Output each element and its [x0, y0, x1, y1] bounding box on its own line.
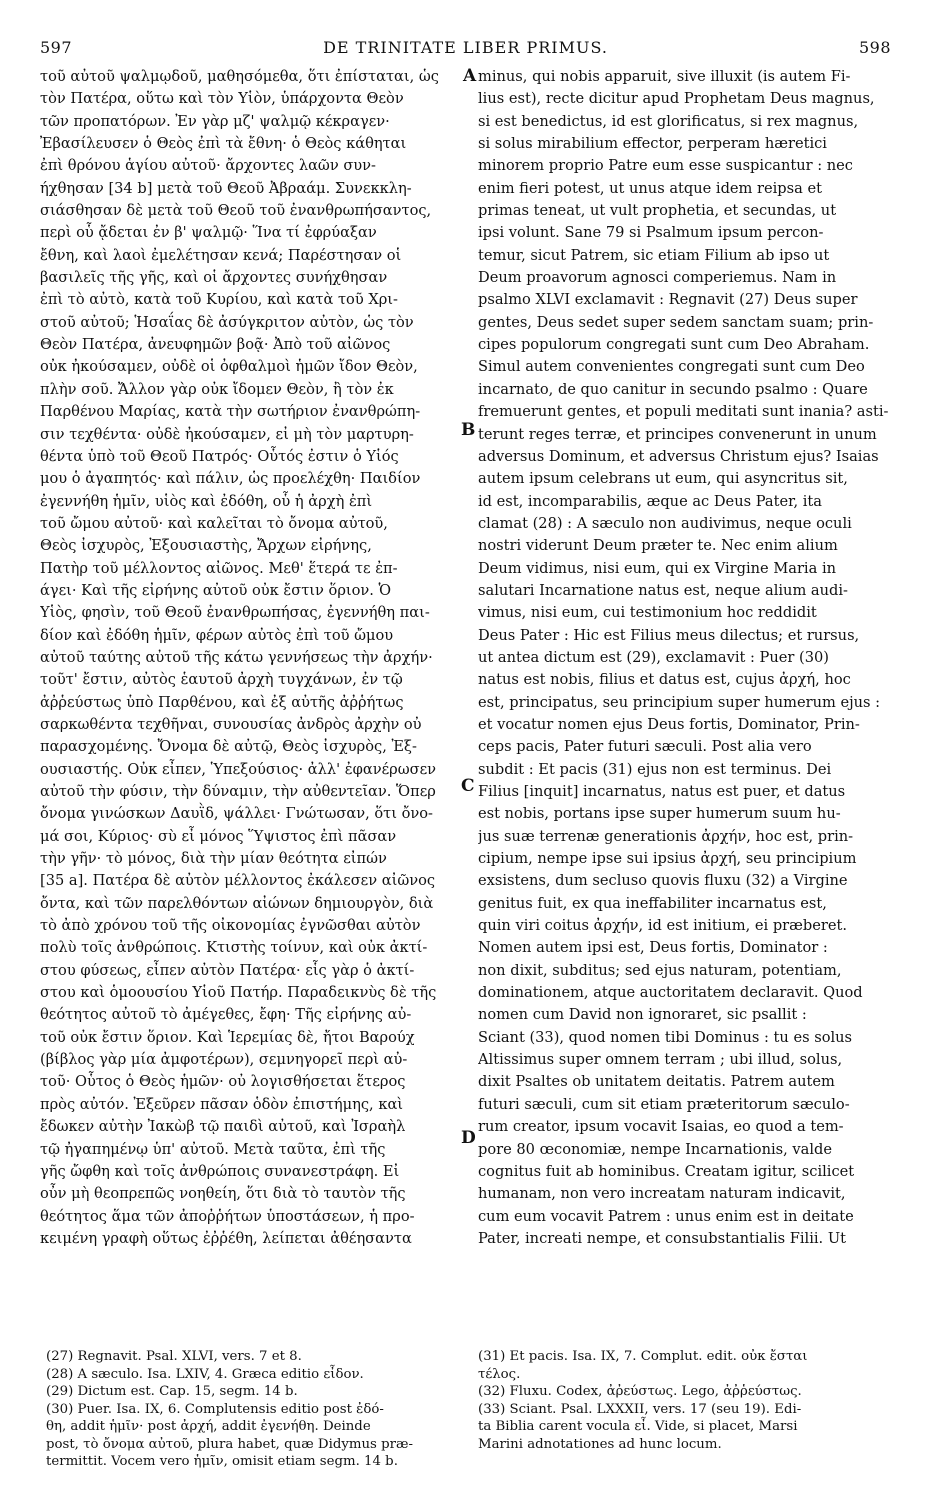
- greek-text-line: μου ὁ ἀγαπητός· καὶ πάλιν, ὡς προελέχθη· Παιδίον: [40, 470, 421, 488]
- greek-text-line: τοῦ· Οὗτος ὁ Θεὸς ἡμῶν· οὐ λογισθήσεται ἕτερος: [40, 1073, 406, 1091]
- latin-text-line: salutari Incarnatione natus est, neque alium audi-: [478, 581, 848, 599]
- greek-text-line: ἐπὶ τὸ αὐτὸ, κατὰ τοῦ Κυρίου, καὶ κατὰ τοῦ Χρι-: [40, 291, 398, 309]
- latin-text-line: fremuerunt gentes, et populi meditati sunt inania? asti-: [478, 403, 889, 421]
- footnote-line: termittit. Vocem vero ἡμῖν, omisit etiam segm. 14 b.: [46, 1454, 398, 1469]
- latin-text-line: minus, qui nobis apparuit, sive illuxit (is autem Fi-: [478, 68, 851, 85]
- greek-text-line: θεότητος αὐτοῦ τὸ ἀμέγεθες, ἔφη· Τῆς εἰρήνης αὐ-: [40, 1006, 412, 1024]
- latin-text-line: clamat (28) : A sæculo non audivimus, neque oculi: [478, 514, 852, 532]
- latin-text-line: id est, incomparabilis, æque ac Deus Pater, ita: [478, 492, 822, 510]
- latin-text-line: Filius [inquit] incarnatus, natus est puer, et datus: [478, 783, 846, 800]
- latin-text-line: incarnato, de quo canitur in secundo psalmo : Quare: [478, 380, 868, 398]
- latin-text-line: Deum proavorum agnosci comperiemus. Nam in: [478, 269, 837, 287]
- greek-text-line: ἐγεννήθη ἡμῖν, υἱὸς καὶ ἐδόθη, οὗ ἡ ἀρχὴ ἐπὶ: [40, 492, 373, 510]
- latin-text-line: nostri viderunt Deum præter te. Nec enim alium: [478, 537, 838, 555]
- greek-text-line: σιάσθησαν δὲ μετὰ τοῦ Θεοῦ τοῦ ἐνανθρωπήσαντος,: [40, 202, 432, 220]
- latin-text-line: dixit Psaltes ob unitatem deitatis. Patrem autem: [478, 1073, 835, 1091]
- greek-text-line: ἐπὶ θρόνου ἁγίου αὐτοῦ· ἄρχοντες λαῶν συν-: [40, 157, 376, 175]
- latin-text-line: dominationem, atque auctoritatem declaravit. Quod: [478, 984, 863, 1002]
- latin-text-line: terunt reges terræ, et principes convenerunt in unum: [478, 425, 877, 443]
- greek-text-column: [40, 66, 460, 1344]
- footnote-line: Marini adnotationes ad hunc locum.: [478, 1436, 722, 1452]
- footnote-line: (31) Et pacis. Isa. IX, 7. Complut. edit. οὐκ ἔσται: [478, 1349, 808, 1364]
- footnotes-left: [46, 1348, 456, 1471]
- greek-text-line: οὖν μὴ θεοπρεπῶς νοηθείη, ὅτι διὰ τὸ ταυτὸν τῆς: [40, 1185, 406, 1203]
- latin-text-line: Deus Pater : Hic est Filius meus dilectus; et rursus,: [478, 626, 860, 644]
- greek-text-line: Ἐβασίλευσεν ὁ Θεὸς ἐπὶ τὰ ἔθνη· ὁ Θεὸς κάθηται: [40, 135, 407, 153]
- greek-text-line: ὄντα, καὶ τῶν παρελθόντων αἰώνων δημιουργὸν, διὰ: [40, 894, 434, 912]
- footnote-line: θη, addit ἡμῖν· post ἀρχή, addit ἐγενήθη. Deinde: [46, 1419, 371, 1434]
- latin-text-line: ceps pacis, Pater futuri sæculi. Post alia vero: [478, 738, 812, 756]
- footnote-line: (30) Puer. Isa. IX, 6. Complutensis editio post ἐδό-: [46, 1401, 384, 1417]
- running-title: DE TRINITATE LIBER PRIMUS.: [323, 38, 608, 57]
- latin-text-line: ut antea dictum est (29), exclamavit : Puer (30): [478, 648, 829, 666]
- greek-text-line: τοῦ αὐτοῦ ψαλμῳδοῦ, μαθησόμεθα, ὅτι ἐπίσταται, ὡς: [40, 68, 439, 85]
- latin-text-line: Simul autem convenientes congregati sunt cum Deo: [478, 358, 865, 376]
- latin-text-line: genitus fuit, ex qua ineffabiliter incarnatus est,: [478, 894, 827, 912]
- greek-text-line: κειμένη γραφὴ οὕτως ἐῤῥέθη, λείπεται ἀθέησαντα: [40, 1229, 412, 1247]
- greek-text-line: περὶ οὗ ᾄδεται ἐν β' ψαλμῷ· Ἵνα τί ἐφρύαξαν: [40, 224, 377, 242]
- footnote-line: τέλος.: [478, 1366, 521, 1382]
- latin-text-line: cum eum vocavit Patrem : unus enim est in deitate: [478, 1207, 854, 1225]
- greek-text-line: ουσιαστής. Οὐκ εἶπεν, Ὑπεξούσιος· ἀλλ' ἐφανέρωσεν: [40, 760, 437, 778]
- latin-text-line: jus suæ terrenæ generationis ἀρχήν, hoc est, prin-: [478, 827, 854, 845]
- greek-text-line: οὐκ ἠκούσαμεν, οὐδὲ οἱ ὀφθαλμοὶ ἡμῶν ἴδον Θεὸν,: [40, 358, 418, 376]
- greek-text-line: τοῦ οὐκ ἔστιν ὅριον. Καὶ Ἱερεμίας δὲ, ἤτοι Βαρούχ: [40, 1028, 415, 1046]
- greek-text-line: Παρθένου Μαρίας, κατὰ τὴν σωτήριον ἐνανθρώπη-: [40, 403, 421, 421]
- greek-text-line: ἔδωκεν αὐτὴν Ἰακὼβ τῷ παιδὶ αὐτοῦ, καὶ Ἰσραὴλ: [40, 1118, 406, 1136]
- latin-text-line: Sciant (33), quod nomen tibi Dominus : tu es solus: [478, 1028, 853, 1046]
- latin-text-line: cipes populorum congregati sunt cum Deo Abraham.: [478, 336, 870, 354]
- footnote-line: (27) Regnavit. Psal. XLVI, vers. 7 et 8.: [46, 1349, 302, 1364]
- greek-text-line: τῶν προπατόρων. Ἐν γὰρ μζ' ψαλμῷ κέκραγεν·: [40, 112, 390, 130]
- greek-text-line: τὸ ἀπὸ χρόνου τοῦ τῆς οἰκονομίας ἐγνῶσθαι αὐτὸν: [40, 917, 421, 935]
- latin-text-line: pore 80 œconomiæ, nempe Incarnationis, valde: [478, 1140, 833, 1158]
- greek-text-line: τὴν γῆν· τὸ μόνος, διὰ τὴν μίαν θεότητα εἰπών: [40, 850, 387, 868]
- greek-text-line: τῷ ἠγαπημένῳ ὑπ' αὐτοῦ. Μετὰ ταῦτα, ἐπὶ τῆς: [40, 1140, 386, 1158]
- latin-text-line: et vocatur nomen ejus Deus fortis, Dominator, Prin-: [478, 715, 860, 733]
- latin-text-line: minorem proprio Patre eum esse suspicantur : nec: [478, 157, 853, 175]
- greek-text-line: Πατὴρ τοῦ μέλλοντος αἰῶνος. Μεθ' ἕτερά τε ἐπ-: [40, 559, 398, 577]
- latin-text-line: ipsi volunt. Sane 79 si Psalmum ipsum percon-: [478, 224, 824, 242]
- greek-text-line: ἔθνη, καὶ λαοὶ ἐμελέτησαν κενά; Παρέστησαν οἱ: [40, 246, 402, 264]
- latin-text-line: natus est nobis, filius et datus est, cujus ἀρχή, hoc: [478, 671, 851, 689]
- greek-text-line: παρασχομένης. Ὄνομα δὲ αὐτῷ, Θεὸς ἰσχυρὸς, Ἐξ-: [40, 738, 417, 756]
- greek-text-line: στου καὶ ὁμοουσίου Υἱοῦ Πατήρ. Παραδεικνὺς δὲ τῆς: [40, 984, 437, 1002]
- footnote-line: (29) Dictum est. Cap. 15, segm. 14 b.: [46, 1384, 298, 1399]
- latin-text-line: exsistens, dum secluso quovis fluxu (32) a Virgine: [478, 872, 848, 890]
- latin-text-line: temur, sicut Patrem, sic etiam Filium ab ipso ut: [478, 246, 830, 264]
- latin-text-line: non dixit, subditus; sed ejus naturam, potentiam,: [478, 961, 842, 979]
- greek-text-line: δίον καὶ ἐδόθη ἡμῖν, φέρων αὐτὸς ἐπὶ τοῦ ὤμου: [40, 626, 394, 644]
- latin-text-line: futuri sæculi, cum sit etiam præteritorum sæculo-: [478, 1095, 850, 1113]
- greek-text-line: θέντα ὑπὸ τοῦ Θεοῦ Πατρός· Οὗτός ἐστιν ὁ Υἱός: [40, 447, 399, 465]
- greek-text-line: μά σοι, Κύριος· σὺ εἶ μόνος Ὕψιστος ἐπὶ πᾶσαν: [40, 827, 397, 845]
- latin-text-line: est nobis, portans ipse super humerum suum hu-: [478, 805, 841, 823]
- greek-text-line: πολὺ τοῖς ἀνθρώποις. Κτιστὴς τοίνυν, καὶ οὐκ ἀκτί-: [40, 939, 428, 957]
- latin-text-line: Altissimus super omnem terram ; ubi illud, solus,: [478, 1051, 843, 1069]
- margin-letter-a: A: [463, 66, 477, 86]
- latin-text-line: humanam, non vero increatam naturam indicavit,: [478, 1185, 846, 1203]
- greek-text-line: γῆς ὤφθη καὶ τοῖς ἀνθρώποις συνανεστράφη. Εἰ: [40, 1162, 400, 1180]
- latin-text-line: autem ipsum celebrans ut eum, qui asyncritus sit,: [478, 470, 848, 488]
- latin-text-line: psalmo XLVI exclamavit : Regnavit (27) Deus super: [478, 291, 858, 309]
- margin-letter-d: D: [461, 1128, 476, 1148]
- footnotes-right: [478, 1348, 898, 1453]
- latin-text-line: cipium, nempe ipse sui ipsius ἀρχή, seu principium: [478, 850, 857, 868]
- latin-text-line: si est benedictus, id est glorificatus, si rex magnus,: [478, 112, 859, 130]
- footnote-line: (32) Fluxu. Codex, ἀῤεύστως. Lego, ἀῤῥεύστως.: [478, 1384, 802, 1399]
- greek-text-line: πρὸς αὐτόν. Ἐξεῦρεν πᾶσαν ὁδὸν ἐπιστήμης, καὶ: [40, 1095, 404, 1113]
- latin-text-line: Deum vidimus, nisi eum, qui ex Virgine Maria in: [478, 559, 837, 577]
- greek-text-line: Θεὸν Πατέρα, ἀνευφημῶν βοᾷ· Ἀπὸ τοῦ αἰῶνος: [40, 336, 391, 354]
- footnote-line: (28) A sæculo. Isa. LXIV, 4. Græca editio εἶδον.: [46, 1366, 364, 1382]
- latin-text-column: [478, 66, 898, 1344]
- latin-text-line: gentes, Deus sedet super sedem sanctam suam; prin-: [478, 313, 874, 331]
- latin-text-line: quin viri coitus ἀρχήν, id est initium, ei præberet.: [478, 917, 847, 935]
- latin-text-line: nomen cum David non ignoraret, sic psallit :: [478, 1006, 807, 1024]
- greek-text-line: [35 a]. Πατέρα δὲ αὐτὸν μέλλοντος ἐκάλεσεν αἰῶνος: [40, 872, 436, 890]
- latin-text-line: primas teneat, ut vult prophetia, et secundas, ut: [478, 202, 837, 220]
- greek-text-line: θεότητος ἅμα τῶν ἀποῤῥήτων ὑποστάσεων, ἡ προ-: [40, 1207, 415, 1225]
- margin-letter-c: C: [461, 776, 475, 796]
- latin-text-line: Nomen autem ipsi est, Deus fortis, Dominator :: [478, 939, 828, 957]
- latin-text-line: est, principatus, seu principium super humerum ejus :: [478, 693, 881, 711]
- latin-text-line: Pater, increati nempe, et consubstantialis Filii. Ut: [478, 1229, 846, 1247]
- greek-text-line: τοῦ ὤμου αὐτοῦ· καὶ καλεῖται τὸ ὄνομα αὐτοῦ,: [40, 514, 388, 532]
- greek-text-line: τὸν Πατέρα, οὕτω καὶ τὸν Υἱὸν, ὑπάρχοντα Θεὸν: [40, 90, 404, 108]
- greek-text-line: ἀῤῥεύστως ὑπὸ Παρθένου, καὶ ἐξ αὐτῆς ἀῤῥήτως: [40, 693, 404, 711]
- greek-text-line: στου φύσεως, εἶπεν αὐτὸν Πατέρα· εἷς γὰρ ὁ ἀκτί-: [40, 961, 415, 979]
- greek-text-line: Υἱὸς, φησὶν, τοῦ Θεοῦ ἐνανθρωπήσας, ἐγεννήθη παι-: [40, 604, 430, 622]
- latin-text-line: vimus, nisi eum, cui testimonium hoc reddidit: [478, 604, 817, 622]
- latin-text-line: si solus mirabilium effector, perperam hæretici: [478, 135, 827, 153]
- margin-letter-b: B: [461, 420, 476, 440]
- latin-text-line: subdit : Et pacis (31) ejus non est terminus. Dei: [478, 760, 832, 778]
- greek-text-line: (βίβλος γὰρ μία ἀμφοτέρων), σεμνηγορεῖ περὶ αὐ-: [40, 1051, 408, 1069]
- greek-text-line: σιν τεχθέντα· οὐδὲ ἠκούσαμεν, εἰ μὴ τὸν μαρτυρη-: [40, 425, 414, 443]
- greek-text-line: ήχθησαν [34 b] μετὰ τοῦ Θεοῦ Ἀβραάμ. Συνεκκλη-: [40, 179, 412, 197]
- footnote-line: (33) Sciant. Psal. LXXXII, vers. 17 (seu 19). Edi-: [478, 1401, 802, 1417]
- latin-text-line: adversus Dominum, et adversus Christum ejus? Isaias: [478, 447, 879, 465]
- latin-text-line: lius est), recte dicitur apud Prophetam Deus magnus,: [478, 90, 875, 108]
- greek-text-line: αὐτοῦ ταύτης αὐτοῦ τῆς κάτω γεννήσεως τὴν ἀρχήν·: [40, 648, 433, 666]
- footnote-line: post, τὸ ὄνομα αὐτοῦ, plura habet, quæ Didymus præ-: [46, 1436, 413, 1452]
- greek-text-line: αὐτοῦ τὴν φύσιν, τὴν δύναμιν, τὴν αὐθεντεῖαν. Ὅπερ: [40, 783, 436, 800]
- footnote-line: ta Biblia carent vocula εἶ. Vide, si placet, Marsi: [478, 1419, 798, 1434]
- greek-text-line: τοῦτ' ἔστιν, αὐτὸς ἑαυτοῦ ἀρχὴ τυγχάνων, ἐν τῷ: [40, 671, 403, 689]
- greek-text-line: ὄνομα γινώσκων Δαυῒδ, ψάλλει· Γνώτωσαν, ὅτι ὄνο-: [40, 805, 433, 823]
- greek-text-line: πλὴν σοῦ. Ἄλλον γὰρ οὐκ ἴδομεν Θεὸν, ἢ τὸν ἐκ: [40, 380, 394, 398]
- left-page-number: 597: [40, 38, 73, 57]
- greek-text-line: άγει· Καὶ τῆς εἰρήνης αὐτοῦ οὐκ ἔστιν ὅριον. Ὁ: [40, 581, 392, 599]
- latin-text-line: enim fieri potest, ut unus atque idem reipsa et: [478, 179, 822, 197]
- greek-text-line: στοῦ αὐτοῦ; Ἡσαΐας δὲ ἀσύγκριτον αὐτὸν, ὡς τὸν: [40, 313, 414, 331]
- greek-text-line: Θεὸς ἰσχυρὸς, Ἐξουσιαστὴς, Ἄρχων εἰρήνης,: [40, 537, 372, 555]
- right-page-number: 598: [858, 38, 891, 57]
- greek-text-line: σαρκωθέντα τεχθῆναι, συνουσίας ἀνδρὸς ἀρχὴν οὐ: [40, 715, 422, 733]
- latin-text-line: rum creator, ipsum vocavit Isaias, eo quod a tem-: [478, 1118, 844, 1136]
- greek-text-line: βασιλεῖς τῆς γῆς, καὶ οἱ ἄρχοντες συνήχθησαν: [40, 269, 388, 287]
- latin-text-line: cognitus fuit ab hominibus. Creatam igitur, scilicet: [478, 1162, 855, 1180]
